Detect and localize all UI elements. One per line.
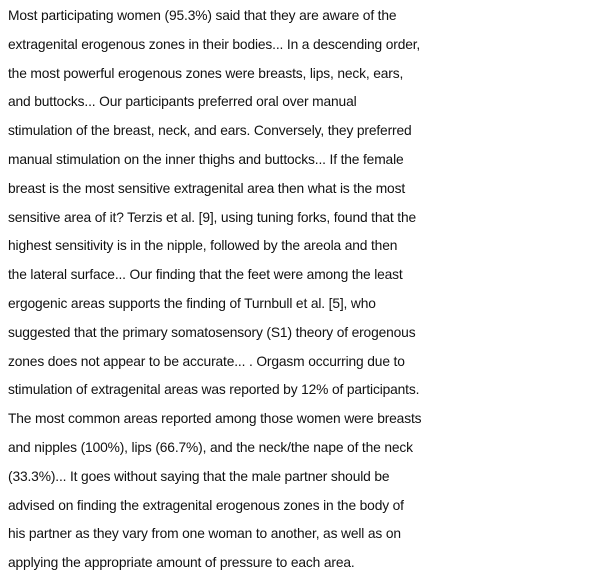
text-line-13: zones does not appear to be accurate... . Orgasm occurring due to bbox=[8, 353, 405, 369]
text-line-4: and buttocks... Our participants preferred oral over manual bbox=[8, 94, 357, 110]
text-line-10: the lateral surface... Our finding that the feet were among the least bbox=[8, 267, 403, 283]
text-line-17: (33.3%)... It goes without saying that the male partner should be bbox=[8, 468, 390, 484]
text-line-14: stimulation of extragenital areas was reported by 12% of participants. bbox=[8, 382, 420, 398]
text-line-2: extragenital erogenous zones in their bodies... In a descending order, bbox=[8, 36, 421, 52]
text-line-8: sensitive area of it? Terzis et al. [9], using tuning forks, found that the bbox=[8, 209, 417, 225]
text-line-18: advised on finding the extragenital erogenous zones in the body of bbox=[8, 497, 404, 513]
text-line-16: and nipples (100%), lips (66.7%), and the neck/the nape of the neck bbox=[8, 439, 413, 455]
text-line-1: Most participating women (95.3%) said that they are aware of the bbox=[8, 8, 397, 23]
text-line-20: applying the appropriate amount of pressure to each area. bbox=[8, 555, 355, 571]
text-line-3: the most powerful erogenous zones were breasts, lips, neck, ears, bbox=[8, 65, 404, 81]
text-line-19: his partner as they vary from one woman to another, as well as on bbox=[8, 526, 401, 542]
quote-paragraph bbox=[8, 2, 595, 578]
text-line-11: ergogenic areas supports the finding of Turnbull et al. [5], who bbox=[8, 295, 376, 311]
text-line-12: suggested that the primary somatosensory (S1) theory of erogenous bbox=[8, 324, 416, 340]
text-line-15: The most common areas reported among those women were breasts bbox=[8, 411, 422, 427]
text-line-6: manual stimulation on the inner thighs and buttocks... If the female bbox=[8, 151, 404, 167]
text-line-5: stimulation of the breast, neck, and ears. Conversely, they preferred bbox=[8, 123, 412, 139]
text-line-7: breast is the most sensitive extragenital area then what is the most bbox=[8, 180, 406, 196]
text-line-9: highest sensitivity is in the nipple, followed by the areola and then bbox=[8, 238, 398, 254]
